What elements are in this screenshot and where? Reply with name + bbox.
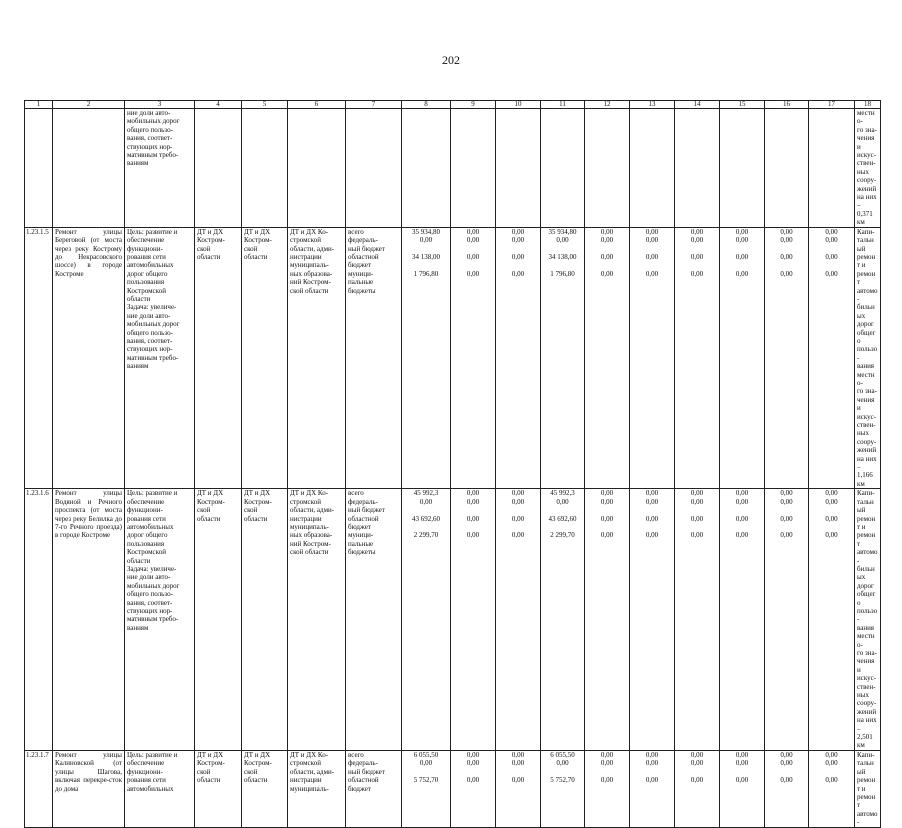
cell-c12 bbox=[585, 109, 630, 228]
cell-c14: 0,00 0,00 0,00 0,00 bbox=[675, 489, 720, 751]
cell-c17 bbox=[809, 109, 855, 228]
cell-c8: 35 934,80 0,00 34 138,00 1 796,80 bbox=[402, 227, 451, 489]
cell-c4: ДТ и ДХ Костром- ской области bbox=[195, 227, 242, 489]
cell-name: Ремонт улицы Водяной и Речного проспекта (от моста через реку Белилка до 7-го Речного проезда) в городе Костроме bbox=[53, 489, 125, 751]
cell-c10: 0,00 0,00 0,00 0,00 bbox=[496, 489, 541, 751]
cell-code: 1.23.1.7 bbox=[25, 750, 53, 827]
cell-c11 bbox=[541, 109, 585, 228]
cell-c15: 0,00 0,00 0,00 bbox=[720, 750, 765, 827]
column-number: 16 bbox=[765, 101, 809, 109]
column-number-header bbox=[25, 101, 881, 109]
table-row bbox=[25, 489, 881, 751]
cell-c8: 45 992,3 0,00 43 692,60 2 299,70 bbox=[402, 489, 451, 751]
cell-c11: 35 934,80 0,00 34 138,00 1 796,80 bbox=[541, 227, 585, 489]
cell-c13 bbox=[630, 109, 675, 228]
column-number: 1 bbox=[25, 101, 53, 109]
cell-c13: 0,00 0,00 0,00 bbox=[630, 750, 675, 827]
cell-c7 bbox=[346, 109, 402, 228]
cell-c16: 0,00 0,00 0,00 bbox=[765, 750, 809, 827]
cell-code: 1.23.1.6 bbox=[25, 489, 53, 751]
cell-goal: Цель: развитие и обеспечение функциони- рования сети автомобильных bbox=[125, 750, 195, 827]
table-row-continuation bbox=[25, 109, 881, 228]
column-number: 9 bbox=[451, 101, 496, 109]
cell-c12: 0,00 0,00 0,00 0,00 bbox=[585, 489, 630, 751]
cell-c17: 0,00 0,00 0,00 0,00 bbox=[809, 227, 855, 489]
cell-c11: 45 992,3 0,00 43 692,60 2 299,70 bbox=[541, 489, 585, 751]
cell-c17: 0,00 0,00 0,00 0,00 bbox=[809, 489, 855, 751]
cell-name: Ремонт улицы Береговой (от моста через реку Кострому до Некрасовского шоссе) в городе Костроме bbox=[53, 227, 125, 489]
cell-c12: 0,00 0,00 0,00 bbox=[585, 750, 630, 827]
cell-code: 1.23.1.5 bbox=[25, 227, 53, 489]
cell-c11: 6 055,50 0,00 5 752,70 bbox=[541, 750, 585, 827]
cell-c4: ДТ и ДХ Костром- ской области bbox=[195, 750, 242, 827]
cell-c4: ДТ и ДХ Костром- ской области bbox=[195, 489, 242, 751]
cell-c9 bbox=[451, 109, 496, 228]
cell-c14 bbox=[675, 109, 720, 228]
cell-c18: Капи- тальный ремонт и ремонт автомо- бильных дорог общего пользо- вания местно- го зна- чения и искус- ствен- ных соору- жений на них – 1,166 км bbox=[855, 227, 881, 489]
cell-c7: всего федераль- ный бюджет областной бюджет муници- пальные бюджеты bbox=[346, 227, 402, 489]
cell-code bbox=[25, 109, 53, 228]
cell-c9: 0,00 0,00 0,00 0,00 bbox=[451, 227, 496, 489]
table-row bbox=[25, 750, 881, 827]
cell-c6: ДТ и ДХ Ко- стромской области, адми- нистрации муниципаль- ных образова- ний Костром- ской области bbox=[288, 489, 346, 751]
table-row bbox=[25, 227, 881, 489]
cell-goal: Цель: развитие и обеспечение функциони- рования сети автомобильных дорог общего пользования Костромской области Задача: увеличе- ние доли авто- мобильных дорог общего пользо- вания, соответ- ствующих нор- мативным требо- ваниям bbox=[125, 489, 195, 751]
cell-c10: 0,00 0,00 0,00 bbox=[496, 750, 541, 827]
column-number: 11 bbox=[541, 101, 585, 109]
cell-c9: 0,00 0,00 0,00 0,00 bbox=[451, 489, 496, 751]
column-number: 12 bbox=[585, 101, 630, 109]
cell-c5: ДТ и ДХ Костром- ской области bbox=[242, 750, 288, 827]
column-number: 17 bbox=[809, 101, 855, 109]
cell-c6: ДТ и ДХ Ко- стромской области, адми- нистрации муниципаль- bbox=[288, 750, 346, 827]
cell-c16: 0,00 0,00 0,00 0,00 bbox=[765, 489, 809, 751]
column-number: 14 bbox=[675, 101, 720, 109]
cell-c12: 0,00 0,00 0,00 0,00 bbox=[585, 227, 630, 489]
cell-c18: Капи- тальный ремонт и ремонт автомо- bbox=[855, 750, 881, 827]
cell-c14: 0,00 0,00 0,00 0,00 bbox=[675, 227, 720, 489]
cell-name bbox=[53, 109, 125, 228]
column-number: 13 bbox=[630, 101, 675, 109]
cell-c9: 0,00 0,00 0,00 bbox=[451, 750, 496, 827]
cell-name: Ремонт улицы Калиновской (от улицы Шагова, включая перекре-сток до дома bbox=[53, 750, 125, 827]
cell-c7: всего федераль- ный бюджет областной бюджет bbox=[346, 750, 402, 827]
cell-c15: 0,00 0,00 0,00 0,00 bbox=[720, 489, 765, 751]
cell-c15: 0,00 0,00 0,00 0,00 bbox=[720, 227, 765, 489]
cell-c5: ДТ и ДХ Костром- ской области bbox=[242, 489, 288, 751]
column-number: 18 bbox=[855, 101, 881, 109]
column-number: 7 bbox=[346, 101, 402, 109]
page-number: 202 bbox=[442, 53, 460, 67]
cell-goal: Цель: развитие и обеспечение функциони- рования сети автомобильных дорог общего пользования Костромской области Задача: увеличе- ние доли авто- мобильных дорог общего пользо- вания, соответ- ствующих нор- мативным требо- ваниям bbox=[125, 227, 195, 489]
column-number: 3 bbox=[125, 101, 195, 109]
cell-c6: ДТ и ДХ Ко- стромской области, адми- нистрации муниципаль- ных образова- ний Костром- ской области bbox=[288, 227, 346, 489]
column-number: 8 bbox=[402, 101, 451, 109]
cell-c8 bbox=[402, 109, 451, 228]
cell-c18: Капи- тальный ремонт и ремонт автомо- бильных дорог общего пользо- вания местно- го зна- чения и искус- ствен- ных соору- жений на них – 2,501 км bbox=[855, 489, 881, 751]
cell-c14: 0,00 0,00 0,00 bbox=[675, 750, 720, 827]
column-number: 15 bbox=[720, 101, 765, 109]
cell-c8: 6 055,50 0,00 5 752,70 bbox=[402, 750, 451, 827]
column-number: 10 bbox=[496, 101, 541, 109]
program-table bbox=[24, 100, 881, 828]
cell-c10: 0,00 0,00 0,00 0,00 bbox=[496, 227, 541, 489]
cell-c5 bbox=[242, 109, 288, 228]
cell-c17: 0,00 0,00 0,00 bbox=[809, 750, 855, 827]
cell-c10 bbox=[496, 109, 541, 228]
column-number: 5 bbox=[242, 101, 288, 109]
cell-c4 bbox=[195, 109, 242, 228]
cell-result: местно- го зна- чения и искус- ствен- ных соору- жений на них – 0,371 км bbox=[855, 109, 881, 228]
column-number: 6 bbox=[288, 101, 346, 109]
cell-c13: 0,00 0,00 0,00 0,00 bbox=[630, 489, 675, 751]
cell-goal: ние доли авто- мобильных дорог общего пользо- вания, соответ- ствующих нор- мативным требо- ваниям bbox=[125, 109, 195, 228]
column-number: 4 bbox=[195, 101, 242, 109]
cell-c16 bbox=[765, 109, 809, 228]
cell-c16: 0,00 0,00 0,00 0,00 bbox=[765, 227, 809, 489]
cell-c5: ДТ и ДХ Костром- ской области bbox=[242, 227, 288, 489]
cell-c7: всего федераль- ный бюджет областной бюджет муници- пальные бюджеты bbox=[346, 489, 402, 751]
cell-c13: 0,00 0,00 0,00 0,00 bbox=[630, 227, 675, 489]
cell-c15 bbox=[720, 109, 765, 228]
column-number: 2 bbox=[53, 101, 125, 109]
cell-c6 bbox=[288, 109, 346, 228]
